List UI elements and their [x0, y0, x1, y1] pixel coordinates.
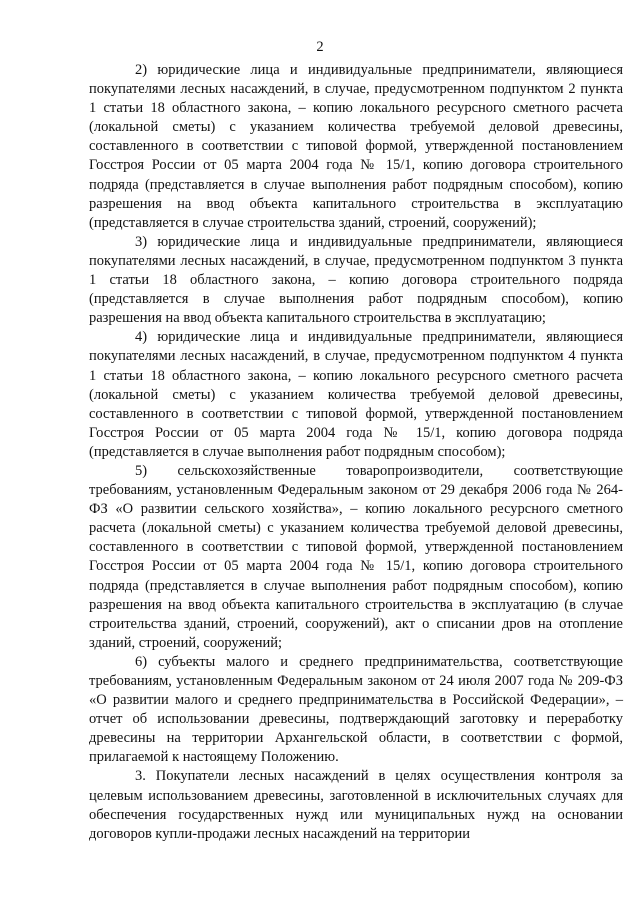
paragraph-point-3: 3. Покупатели лесных насаждений в целях осуществления контроля за целевым использованием древесины, заготовленной в исключительных случаях для обеспечения государственных нужд или муниципальных нужд на основании договоров купли-продажи лесных насаждений на территории	[89, 768, 623, 842]
page-number: 2	[316, 39, 324, 55]
paragraph-item-6: 6) субъекты малого и среднего предпринимательства, соответствующие требованиям, установленным Федеральным законом от 24 июля 2007 года № 209-ФЗ «О развитии малого и среднего предпринимательства в Российской Федерации», – отчет об использовании древесины, подтверждающий заготовку и переработку древесины на территории Архангельской области, в соответствии с формой, прилагаемой к настоящему Положению.	[89, 653, 623, 766]
paragraph-item-2: 2) юридические лица и индивидуальные предприниматели, являющиеся покупателями лесных насаждений, в случае, предусмотренном подпунктом 2 пункта 1 статьи 18 областного закона, – копию локального ресурсного сметного расчета (локальной сметы) с указанием количества требуемой деловой древесины, составленного в соответствии с типовой формой, утвержденной постановлением Госстроя России от 05 марта 2004 года № 15/1, копию договора строительного подряда (представляется в случае выполнения работ подрядным способом), копию разрешения на ввод объекта капитального строительства в эксплуатацию (представляется в случае строительства зданий, строений, сооружений);	[89, 62, 623, 231]
paragraph-item-3: 3) юридические лица и индивидуальные предприниматели, являющиеся покупателями лесных насаждений, в случае, предусмотренном подпунктом 3 пункта 1 статьи 18 областного закона, – копию договора строительного подряда (представляется в случае выполнения работ подрядным способом), копию разрешения на ввод объекта капитального строительства в эксплуатацию;	[89, 233, 623, 327]
paragraph-item-4: 4) юридические лица и индивидуальные предприниматели, являющиеся покупателями лесных насаждений, в случае, предусмотренном подпунктом 4 пункта 1 статьи 18 областного закона, – копию локального ресурсного сметного расчета (локальной сметы) с указанием количества требуемой деловой древесины, составленного в соответствии с типовой формой, утвержденной постановлением Госстроя России от 05 марта 2004 года № 15/1, копию договора подряда (представляется в случае выполнения работ подрядным способом);	[89, 329, 623, 460]
paragraph-item-5: 5) сельскохозяйственные товаропроизводители, соответствующие требованиям, установленным Федеральным законом от 29 декабря 2006 года № 264-ФЗ «О развитии сельского хозяйства», – копию локального ресурсного сметного расчета (локальной сметы) с указанием количества требуемой деловой древесины, составленного в соответствии с типовой формой, утвержденной постановлением Госстроя России от 05 марта 2004 года № 15/1, копию договора строительного подряда (представляется в случае выполнения работ подрядным способом), копию разрешения на ввод объекта капитального строительства в эксплуатацию (в случае строительства зданий, строений, сооружений), акт о списании дров на отопление зданий, строений, сооружений;	[89, 462, 623, 651]
document-body	[89, 61, 623, 844]
